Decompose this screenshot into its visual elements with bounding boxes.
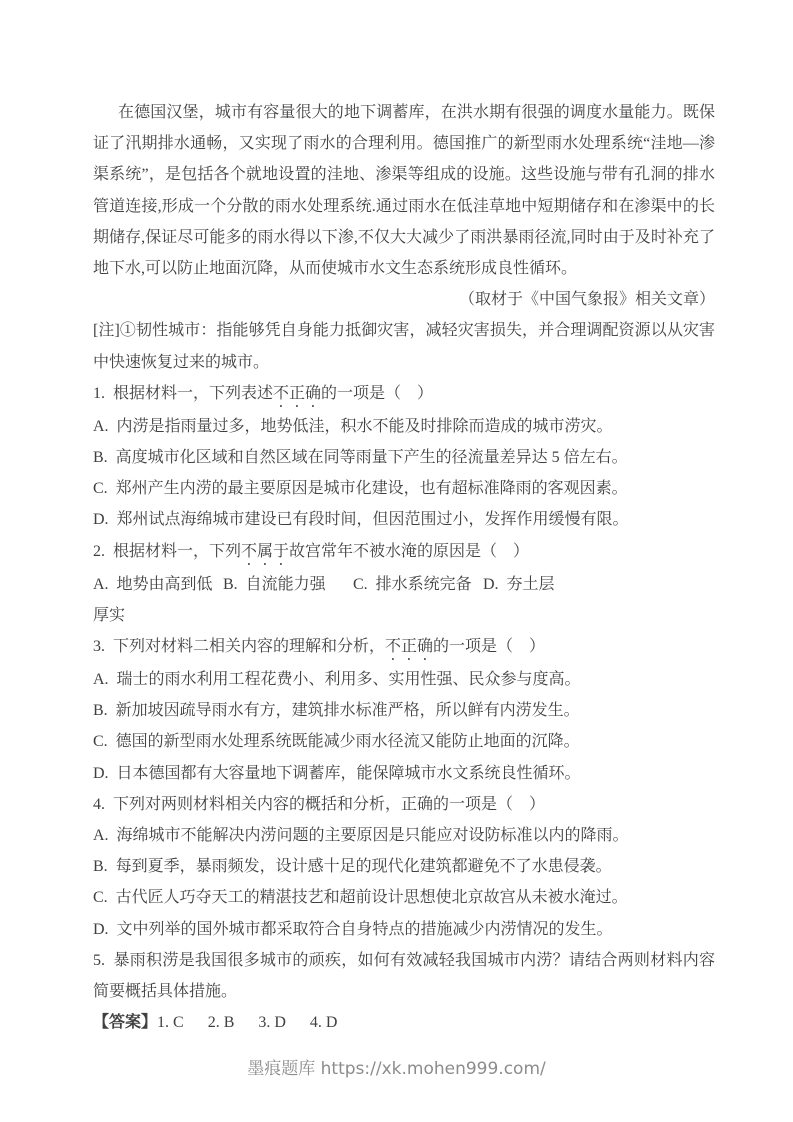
question-2-option-a: A. 地势由高到低 <box>93 575 213 593</box>
question-4-option-a: A. 海绵城市不能解决内涝问题的主要原因是只能应对设防标准以内的降雨。 <box>93 827 629 845</box>
answer-values: 1. C 2. B 3. D 4. D <box>157 1014 338 1032</box>
question-3-stem-post: 的一项是（ ） <box>433 638 546 656</box>
question-2-stem-emphasis: 不属于 <box>241 542 290 560</box>
answer-label: 【答案】 <box>93 1014 158 1032</box>
question-3-option-a: A. 瑞士的雨水利用工程花费小、利用多、实用性强、民众参与度高。 <box>93 671 581 689</box>
question-1-stem-post: 的一项是（ ） <box>321 384 434 402</box>
question-2-stem <box>93 536 715 569</box>
question-3-option-d: D. 日本德国都有大容量地下调蓄库，能保障城市水文系统良性循环。 <box>93 764 581 782</box>
question-2-option-d-wrap: 厚实 <box>93 606 126 624</box>
footer-url-link[interactable]: https://xk.mohen999.com/ <box>320 1059 546 1080</box>
question-3-stem-emphasis: 不正确 <box>385 638 434 656</box>
question-4-option-c: C. 古代匠人巧夺天工的精湛技艺和超前设计思想使北京故宫从未被水淹过。 <box>93 889 628 907</box>
question-3-option-c: C. 德国的新型雨水处理系统既能减少雨水径流又能防止地面的沉降。 <box>93 733 580 751</box>
question-1-stem-pre: 1. 根据材料一，下列表述 <box>93 384 274 402</box>
question-4-option-b: B. 每到夏季，暴雨频发，设计感十足的现代化建筑都避免不了水患侵袭。 <box>93 858 612 876</box>
question-1-stem <box>93 378 715 411</box>
question-3-stem-pre: 3. 下列对材料二相关内容的理解和分析， <box>93 638 386 656</box>
question-4-option-d: D. 文中列举的国外城市都采取符合自身特点的措施减少内涝情况的发生。 <box>93 920 613 938</box>
question-1-stem-emphasis: 不正确 <box>273 384 322 402</box>
source-attribution: （取材于《中国气象报》相关文章） <box>458 291 715 309</box>
footer-site-name: 墨痕题库 <box>247 1059 316 1080</box>
answer-line <box>93 1007 715 1038</box>
question-3-option-b: B. 新加坡因疏导雨水有方，建筑排水标准严格，所以鲜有内涝发生。 <box>93 702 580 720</box>
question-2-option-c: C. 排水系统完备 <box>353 575 472 593</box>
question-2-option-b: B. 自流能力强 <box>223 575 326 593</box>
question-2-options-row <box>93 569 715 600</box>
note-line: [注]①韧性城市：指能够凭自身能力抵御灾害，减轻灾害损失，并合理调配资源以从灾害中快速恢复过来的城市。 <box>93 322 715 371</box>
question-2-stem-post: 故宫常年不被水淹的原因是（ ） <box>289 542 530 560</box>
material-paragraph: 在德国汉堡，城市有容量很大的地下调蓄库，在洪水期有很强的调度水量能力。既保证了汛期排水通畅，又实现了雨水的合理利用。德国推广的新型雨水处理系统“洼地—渗渠系统”，是包括各个就地设置的洼地、渗渠等组成的设施。这些设施与带有孔洞的排水管道连接,形成一个分散的雨水处理系统.通过雨水在低洼草地中短期储存和在渗渠中的长期储存,保证尽可能多的雨水得以下渗,不仅大大减少了雨洪暴雨径流,同时由于及时补充了地下水,可以防止地面沉降，从而使城市水文生态系统形成良性循环。 <box>93 104 715 278</box>
footer <box>0 1054 793 1079</box>
question-5-stem: 5. 暴雨积涝是我国很多城市的顽疾，如何有效减轻我国城市内涝？请结合两则材料内容简要概括具体措施。 <box>93 951 715 1001</box>
question-1-option-c: C. 郑州产生内涝的最主要原因是城市化建设，也有超标准降雨的客观因素。 <box>93 480 628 498</box>
question-2-option-d: D. 夯土层 <box>483 575 555 593</box>
question-1-option-b: B. 高度城市化区域和自然区域在同等雨量下产生的径流量差异达 5 倍左右。 <box>93 449 628 467</box>
question-4-stem: 4. 下列对两则材料相关内容的概括和分析，正确的一项是（ ） <box>93 795 546 813</box>
question-1-option-d: D. 郑州试点海绵城市建设已有段时间，但因范围过小，发挥作用缓慢有限。 <box>93 511 629 529</box>
question-1-option-a: A. 内涝是指雨量过多，地势低洼，积水不能及时排除而造成的城市涝灾。 <box>93 417 613 435</box>
question-2-stem-pre: 2. 根据材料一，下列 <box>93 542 242 560</box>
question-3-stem <box>93 631 715 664</box>
